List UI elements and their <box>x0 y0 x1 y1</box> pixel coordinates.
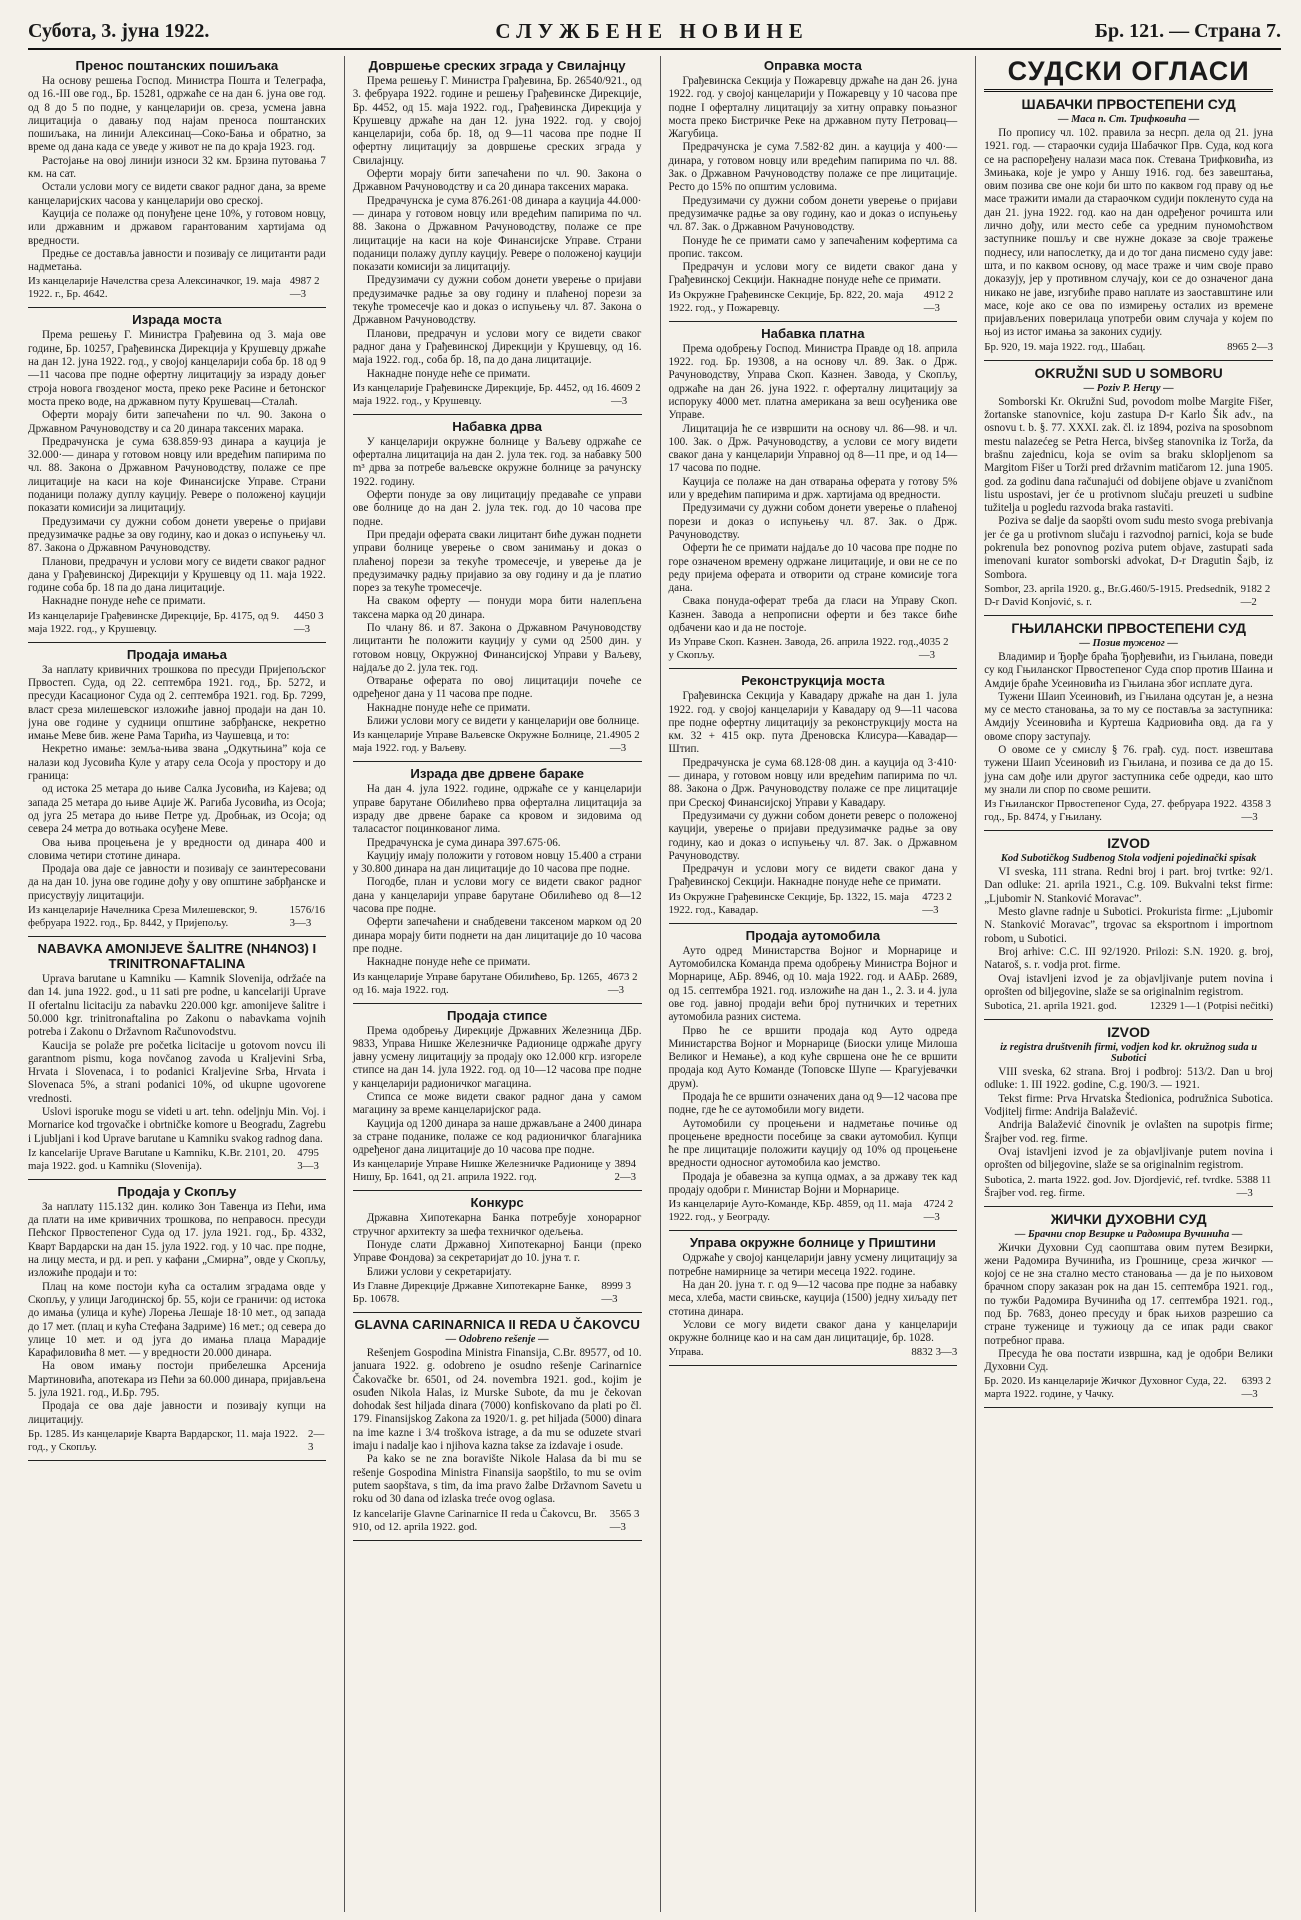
court-notices <box>984 96 1273 1408</box>
notice-paragraph: Предузимачи су дужни собом донети уверење о плаћеној порези и доказ о испуњењу чл. 87. Зак. о Држ. Рачуноводству. <box>668 502 958 541</box>
notice <box>669 1235 958 1359</box>
notice-paragraph: Остали услови могу се видети сваког радног дана, за време канцеларијских часова у канцеларији ово среској. <box>28 181 326 207</box>
notice-title: Израда моста <box>132 312 222 328</box>
notice-paragraph: Пресуда ће ова постати извршна, кад је одобри Велики Духовни Суд. <box>984 1347 1273 1374</box>
notice-source: Iz kancelarije Uprave Barutane u Kamniku, K.Br. 2101, 20. maja 1922. god. u Kamniku (Slovenija). <box>28 1146 286 1172</box>
notice-paragraph: Отварање оферата по овој лицитацији почеће се одређеног дана у 11 часова пре подне. <box>352 675 642 701</box>
notice-number: 6393 2—3 <box>1241 1375 1272 1401</box>
notice-paragraph: Државна Хипотекарна Банка потребује хонорарног стручног архитекту за шефа техничког одељења. <box>352 1212 642 1238</box>
notice-number: 4912 2—3 <box>923 288 954 314</box>
notice-paragraph: Rešenjem Gospodina Ministra Finansija, C.Br. 89577, od 10. januara 1922. g. odobreno je osudno rešenje Carinarnice Čakovačke br. 6501, od 24. novembra 1921. god., kojim je osuđen Nikola Halas, iz Murske Subote, da mu je čekovan dohodak šest hiljada dinara (7000) konfiskovano da plati po čl. 179. Finansijskog Zakona za 1920/1. g. pet hiljada (5000) dinara na ime kazne i 3/4 troškova istrage, a da mu se oduzete stvari imaju i nadalje kao i njihova kazna takse za izdavaje i osude. <box>352 1346 642 1453</box>
notice <box>669 58 958 315</box>
notice-paragraph: VI sveska, 111 strana. Redni broj i part. broj tvrtke: 92/1. Dan odluke: 21. aprila 1921., C.g. 109. Bukvalni tekst firme: „Ljubomir N. Stanković Moravac”. <box>984 866 1273 905</box>
notice-divider <box>669 923 958 924</box>
notice-source: Из Окружне Грађевинске Секције, Бр. 1322, 15. маја 1922. год., Кавадар. <box>668 890 909 916</box>
notice-paragraph: Прво ће се вршити продаја код Ауто одреда Министарства Војног и Морнарице (Биоски улице Милоша Великог и Немање), а код куће свршена оне ће се вршити продаја код Ауто Команде (Топовске Шупе — Крагујевачки друм). <box>668 1024 958 1090</box>
notice-paragraph: Poziva se dalje da saopšti ovom sudu mesto svoga prebivanja jer će ga u protivnom slučaju i razvodnoj parnici, koja se bude pokrenula bez ponovnog poziva putem objave, zastupati sada imenovani kurator somborski advokat, D-r Dragutin Šajb, iz Sombora. <box>984 515 1273 581</box>
notice-paragraph: По члану 86. и 87. Закона о Државном Рачуноводству лицитанти ће положити кауцију у суми од 2500 дин. у готовом новцу, Окружној Финансијској Управи у Ваљеву, најдаље до 2. јула тек. год. <box>352 621 642 674</box>
notice-number: 8999 3—3 <box>601 1279 632 1305</box>
notice-divider <box>353 761 642 762</box>
issue-date: Субота, 3. јуна 1922. <box>28 19 210 42</box>
notice-source: Из канцеларије Начелства среза Алексиначког, 19. маја 1922. г., Бр. 4642. <box>28 275 281 301</box>
notice-reference <box>669 289 958 315</box>
notice-title: Продаја у Скопљу <box>117 1183 237 1199</box>
notice-source: Бр. 2020. Из канцеларије Жичког Духовног Суда, 22. марта 1922. године, у Чачку. <box>984 1375 1227 1401</box>
notice-title: NABAVKA AMONIJEVE ŠALITRE (NH4NO3) I TRINITRONAFTALINA <box>37 941 317 972</box>
notice-reference <box>353 971 642 997</box>
notice-reference <box>669 1198 958 1224</box>
notice-reference <box>353 729 642 755</box>
notice-paragraph: Somborski Kr. Okružni Sud, povodom molbe Margite Fišer, žortanske stanovnice, koju zastupa D-r Karlo Šik adv., na osnovu t. b. §. 77. XXXI. zak. čl. iz 1894, poziva na sposobnom mestu nalazećeg se Petra Herca, bivšeg stanovnika iz Torža, da brašnu zajednicu, koja se ovim sa braku sklopljenom sa Margitom Fišer u Torži pred državnim matičarom 12. juna 1905. god. za godinu dana računajući od dobijene objave u zvaničnom listu uspostavi, jer će u protivnom slučaju preuzeti u sudbine tužitelja u pogledu razvoda braka rastaviti. <box>984 395 1273 515</box>
notice-source: Из канцеларије Грађевинске Дирекције, Бр. 4175, од 9. маја 1922. год., у Крушевцу. <box>28 609 280 635</box>
notice-title: ШАБАЧКИ ПРВОСТЕПЕНИ СУД <box>1021 96 1236 112</box>
notice-reference <box>984 583 1273 609</box>
notice-paragraph: Предузимачи су дужни собом донети уверење о пријави предузимачке радње за ову годину и плаћеној порези за текуће тромесечје као и доказ о испуњењу чл. 87. Закона о Државном Рачуноводству. <box>352 274 642 327</box>
notice-paragraph: Предрачунска је сума 7.582·82 дин. а кауција у 400·— динара, у готовом новцу или вредећим папирима по чл. 88. Зак. о Државном Рачуноводству полаже се пре лицитације. Ресто до 15% по општим условима. <box>668 141 958 194</box>
notice-title: Реконструкција моста <box>741 673 885 689</box>
notice-title: ЖИЧКИ ДУХОВНИ СУД <box>1050 1210 1207 1227</box>
notice-paragraph: Лицитација ће се извршити на основу чл. 86—98. и чл. 100. Зак. о Држ. Рачуноводству, а услови се могу видети сваког дана у канцеларији Управној од 8—11 пре, и од 14—17 часова по подне. <box>668 422 958 475</box>
notice-paragraph: VIII sveska, 62 strana. Broj i podbroj: 513/2. Dan u broj odluke: 1. III 1922. godine, C.g. 190/3. — 1921. <box>984 1066 1273 1092</box>
notice <box>28 312 326 635</box>
notice-paragraph: Накнадне понуде неће се примати. <box>42 595 206 608</box>
notice-title: Израда две дрвене бараке <box>410 766 584 782</box>
notice-paragraph: Оферти запечаћени и снабдевени таксеном марком од 20 динара морају бити поднети на дан лицитације до 10 часова пре подне. <box>352 916 642 955</box>
notice-source: Из канцеларије Начелника Среза Милешевског, 9. фебруара 1922. год., Бр. 8442, у Пријепољу. <box>28 904 258 930</box>
columns <box>28 56 1281 1912</box>
notice-reference <box>28 1428 326 1454</box>
notice <box>669 673 958 916</box>
notice-paragraph: Предрачунска је сума 638.859·93 динара а кауција је 32.000·— динара у готовом новцу или вредећим папирима по чл. 88. Закона о Државном Рачуноводству, полаже се пре лицитације на каси на које Финансијске Управе. Страни поданици полажу дуплу кауцију. Ревере о положеној кауцији показати комисији за лицитацију. <box>28 435 326 515</box>
notice-paragraph: Према решењу Г. Министра Грађевина од 3. маја ове године, Бр. 10257, Грађевинска Дирекција у Крушевцу држаће на дан 12. јуна 1922. год., у својој канцеларији соба бр. 18 од 9—11 часова пре подне офертну лицитацију за израду доњег строја новога гвозденог моста, преко реке Расине и бетонског моста преко воде, на државном путу Крушевац—Сталаћ. <box>28 329 326 408</box>
notice <box>984 1024 1273 1199</box>
notice-paragraph: На дан 20. јуна т. г. од 9—12 часова пре подне за набавку меса, хлеба, масти свињске, кауција (1500) једну хиљаду пет стотина динара. <box>668 1278 958 1318</box>
notice-paragraph: У канцеларији окружне болнице у Ваљеву одржаће се офертална лицитација на дан 2. јула тек. год. за набавку 500 m³ дрва за потребе ваљевске окружне болнице за рачунску 1922. годину. <box>352 435 642 488</box>
notice-divider <box>353 414 642 415</box>
notice-paragraph: Broj arhive: C.C. III 92/1920. Prilozi: S.N. 1920. g. broj, Nataroš, s. r. vodja prot. firme. <box>984 945 1273 972</box>
notice-source: Из Главне Дирекције Државне Хипотекарне Банке, Бр. 10678. <box>352 1279 588 1305</box>
notice-title: Продаја имања <box>126 646 227 662</box>
issue-number: Бр. 121. — Страна 7. <box>1094 19 1281 42</box>
notice-subtitle: Kod Subotičkog Sudbenog Stola vodjeni pojedinački spisak <box>1000 853 1257 865</box>
notice-paragraph: Оферти морају бити запечаћени по чл. 90. Закона о Државном Рачуноводству и са 20 динара таксених марака. <box>352 168 642 194</box>
notice-number: 4673 2—3 <box>607 970 638 996</box>
notice-divider <box>28 307 326 308</box>
notice-paragraph: Ближи услови могу се видети у канцеларији ове болнице. <box>366 715 640 728</box>
notice-paragraph: Планови, предрачун и услови могу се видети сваког радног дана у Грађевинској Дирекцији у Крушевцу од 11. маја 1922. године соба бр. 18 па до дана лицитације. <box>28 555 326 595</box>
notice <box>984 835 1273 1013</box>
notice-reference <box>984 1375 1273 1401</box>
notice <box>984 365 1273 609</box>
notice-source: Subotica, 2. marta 1922. god. Jov. Djordjević, ref. tvrdke. Šrajber vod. reg. firme. <box>984 1173 1234 1199</box>
notice-paragraph: Andrija Balažević činovnik je ovlašten na supotpis firme; Šrajber vod. reg. firme. <box>984 1119 1273 1145</box>
notice-title: IZVOD <box>1107 835 1151 852</box>
notice-paragraph: Предузимачи су дужни собом донети реверс о положеној кауцији, уверење о пријави предузимачке радње за ову годину, као и доказ о испуњењу чл. 87. Зак. о Државном Рачуноводству. <box>668 809 958 862</box>
court-notices-banner: СУДСКИ ОГЛАСИ <box>984 56 1273 92</box>
notice-number: 4723 2—3 <box>922 890 952 916</box>
notice-reference <box>984 1000 1273 1013</box>
notice-divider <box>353 1003 642 1004</box>
notice-paragraph: Кауција се полаже од понуђене цене 10%, у готовом новцу, или државним и државом гарантованим хартијама од вредности. <box>28 207 326 247</box>
notice-number: 12329 1—1 (Potpisi nečitki) <box>1149 1000 1273 1013</box>
notice-paragraph: Према решењу Г. Министра Грађевина, Бр. 26540/921., од 3. фебруара 1922. године и решењу Грађевинске Дирекције, Бр. 4452, од 15. маја 1922. год., Грађевинска Дирекција у Крушевцу држаће на дан 12. јуна 1922. год. у својој канцеларији, соба бр. 18, од 9—11 часова пре подне II офертну лицитацију за довршење среских зграда у Свилајнцу. <box>352 75 642 167</box>
notice-paragraph: По пропису чл. 102. правила за несрп. дела од 21. јуна 1921. год. — стараочки судија Шабачког Прв. Суда, код кога се на распоређену налази маса пок. Стевана Трифковића, из Змињака, које је умро у Аншу 1916. год. без завештања, овим позива све оне који би што по каквом год праву од ње масе тражити имали да стараочком судији покленуто суда на дан 21. јуна 1922. год. као на дан одређеног рочишта или лично дођу, или место себе са уредним пуномоћством заступнике пошљу и све нужне доказе за своје тражење поднесу, или напослетку, да и до тог дана писмено суду јаве: шта, и по каквом основу, од масе траже и чим своје право доказују, јер у противном случају, кои се до означеног дана никако не јаве, изгубиће право наплате из заоставштине или масе, које ако се ова по измирењу осталих из времене пријављених поверилаца употреби овим случаја у којем по њој из истог имања за законих судију. <box>984 127 1273 339</box>
notice-title: OKRUŽNI SUD U SOMBORU <box>1034 364 1223 381</box>
notice-title: Набавка дрва <box>452 418 542 434</box>
notice-divider <box>984 1407 1273 1408</box>
notice <box>984 96 1273 354</box>
notice-number: 8832 3—3 <box>911 1346 958 1359</box>
notice-paragraph: Одржаће у својој канцеларији јавну усмену лицитацију за потребне намирнице за четири месеца 1922. године. <box>668 1252 958 1278</box>
notice <box>984 620 1273 824</box>
notice-paragraph: Оферти ће се примати најдаље до 10 часова пре подне по горе означеном времену одржане лицитације, и ови не се по реду пријема оферата и отворити од стране комисије тога дана. <box>668 542 958 595</box>
notice-paragraph: Mesto glavne radnje u Subotici. Prokurista firme: „Ljubomir N. Stanković Moravac”, trgovac sa eksportnom i importnom robom, u Subotici. <box>984 906 1273 945</box>
notice-paragraph: Ближи услови у секретаријату. <box>366 1265 512 1278</box>
notice-paragraph: Према одобрењу Дирекције Државних Железница ДБр. 9833, Управа Нишке Железничке Радионице одржаће другу јавну усмену лицитацију за продају око 12.000 кгр. изгореле стипсе на дан 14. јула 1922. год. од 10—12 часова пре подне у канцеларији радионичког магацина. <box>352 1024 642 1090</box>
notice-paragraph: Ovaj istavljeni izvod je za objavljivanje putem novina i oprošten od biljegovine, slaže se sa originalnim registrom. <box>984 1145 1273 1172</box>
notice <box>28 58 326 301</box>
notice-reference <box>669 1346 958 1359</box>
notice <box>984 1211 1273 1402</box>
notice-reference <box>353 1508 642 1534</box>
notice-source: Из Гњиланског Првостепеног Суда, 27. фебруара 1922. год., Бр. 8474, у Гњилану. <box>984 798 1238 824</box>
notice-paragraph: Аутомобили су процењени и надметање почиње од процењене вредности посебице за сваки аутомобил. Купци ће пре лицитације положити кауцију од 10% од процењене вредности односног аутомобила као јемство. <box>668 1117 958 1170</box>
notice-paragraph: Предузимачи су дужни собом донети уверење о пријави предузимачке радње за ову годину, као и доказ о испуњењу чл. 87. Зак. о Државном Рачуноводству. <box>668 194 958 234</box>
notice-divider <box>669 1365 958 1366</box>
notice-reference <box>984 798 1273 824</box>
notice-subtitle: — Odobreno rešenje — <box>445 1333 549 1345</box>
notice-source: Из канцеларије Ауто-Команде, КБр. 4859, од 11. маја 1922. год., у Београду. <box>668 1198 913 1224</box>
notice <box>28 647 326 930</box>
notice-subtitle: — Маса п. Ст. Трифковића — <box>1057 114 1200 125</box>
notice-number: 4795 3—3 <box>297 1146 319 1172</box>
notice-paragraph: Кауција од 1200 динара за наше држављане а 2400 динара за стране поданике, полаже се код радионичког благајника одређеног дана лицитације до 10 часова пре подне. <box>352 1117 642 1157</box>
notice-paragraph: Предње се доставља јавности и позивају се лицитанти ради надметања. <box>28 247 326 274</box>
notice-divider <box>669 321 958 322</box>
notice-paragraph: Оферти морају бити запечаћени по чл. 90. Закона о Државном Рачуноводству и са 20 динара таксених марака. <box>28 409 326 435</box>
notice-paragraph: На овом имању постоји прибелешка Арсенија Мартиновића, апотекара из Пећи за 60.000 динара, пријављена 5. јула 1921. год., И.Бр. 795. <box>28 1360 326 1400</box>
notice-paragraph: На основу решења Господ. Министра Пошта и Телеграфа, од 16.-III ове год., Бр. 15281, одржаће се на дан 6. јуна ове год. од 8 до 5 по подне, у канцеларији ов. среза, усмена јавна лицитација о давању под најам преноса поштанских пошиљака, на линији Алексинац—Соко-Бања и обратно, за време од дана када се уведе у живот не па до краја 1923. год. <box>28 75 326 154</box>
notice-reference <box>353 1158 642 1184</box>
notice <box>353 1195 642 1305</box>
notice-source: Управа. <box>668 1346 704 1359</box>
notice-source: Sombor, 23. aprila 1920. g., Br.G.460/5-1915. Predsednik, D-r David Konjović, s. r. <box>984 582 1237 608</box>
notice-reference <box>28 1147 326 1173</box>
notice <box>353 58 642 408</box>
notice-title: Оправка моста <box>763 58 862 73</box>
notice-paragraph: Накнадне понуде неће се примати. <box>366 367 531 380</box>
notice <box>669 326 958 663</box>
notice-source: Бр. 920, 19. маја 1922. год., Шабац. <box>984 340 1146 353</box>
notice-divider <box>984 360 1273 361</box>
notice-paragraph: Жички Духовни Суд саопштава овим путем Везирки, жени Радомира Вучинића, из Грошнице, среза жичког — којој се не зна стално место становања — да је по њиховом брачном спору заказан рок на дан 15. септембра 1921. год., по тужби Радомира Вучинића од 17. септембра 1921. год., под Бр. 7683, донео пресуду и брак њихов разрешио са стране туженице и тужиоцу да се ипак ради сваког потребног права. <box>984 1241 1273 1347</box>
notice-divider <box>353 1312 642 1313</box>
notice-paragraph: За наплату кривичних трошкова по пресуди Пријепољског Првостеп. Суда, од 22. септембра 1921. год., Бр. 5272, и пресуди Касационог Суда од 2. септембра 1921. год. Бр. 7299, власт среза милешевског изложиће јавној продаји на дан 10. јуна ове године у судници општине забрђанске, некретно имање Меве бив. жене Рама Тарића, из Чаушевца, и то: <box>28 663 326 743</box>
notice-number: 4609 2—3 <box>610 381 641 407</box>
notice-source: Iz kancelarije Glavne Carinarnice II reda u Čakovcu, Br. 910, od 12. aprila 1922. god. <box>352 1507 597 1533</box>
notice-number: 3565 3—3 <box>609 1507 640 1533</box>
notice <box>353 419 642 756</box>
notice-paragraph: Према одобрењу Господ. Министра Правде од 18. априла 1922. год. Бр. 19308, а на основу чл. 89. Зак. о Држ. Рачуноводству, Управа Скоп. Казнен. Завода, у Скопљу, одржаће на дан 26. јуна 1922. г. оферталну лицитацију за испоруку 4000 мет. платна американа за веш осуђеника ове Управе. <box>668 342 958 422</box>
notice <box>353 1008 642 1185</box>
notice-paragraph: Pa kako se ne zna boravište Nikole Halasa da bi mu se rešenje Gospodina Ministra Finansija saopštilo, to mu se ovim putem saopštava, s tim, da ima pravo žalbe Državnom Savetu u roku od 30 dana od izlaska treće ovog oglasa. <box>352 1453 642 1506</box>
notice-source: Из канцеларије Управе Нишке Железничке Радионице у Нишу, Бр. 1641, од 21. априла 1922. год. <box>352 1158 611 1184</box>
notice <box>28 941 326 1173</box>
notice-paragraph: Тужени Шаип Усеиновић, из Гњилана одсутан је, а незна му се место становања, за то му се поставља за заступника: Амдију Усеиновића и Куртеша Кадриовића овд. да га у овоме спору заступају. <box>984 690 1273 743</box>
notice-paragraph: При предаји оферата сваки лицитант биће дужан поднети управи болнице уверење о свом занимању и доказ о плаћеној порези за текуће тромесечје, и уверење да је предузимачку радњу пријавио за ову годину и да је платио порез за текуће тромесечје. <box>352 528 642 595</box>
notice-source: Subotica, 21. aprila 1921. god. <box>984 1000 1117 1013</box>
notice-paragraph: Кауција се полаже на дан отварања оферата у готову 5% или у вредећим папирима и држ. хартијама од вредности. <box>668 475 958 502</box>
notice-paragraph: Погодбе, план и услови могу се видети сваког радног дана у канцеларији управе барутане Обилићево од 8—12 часова пре подне. <box>352 876 642 916</box>
notice-source: Из Управе Скоп. Казнен. Завода, 26. априла 1922. год., у Скопљу. <box>668 636 919 662</box>
notice-paragraph: О овоме се у смислу § 76. грађ. суд. пост. извештава тужени Шаип Усеиновић из Гњилана, и позива се да до 15. јуна сам дође или другог заступника себе одреди, као што му знали ли спор по своме решити. <box>984 743 1273 796</box>
notice-divider <box>984 830 1273 831</box>
notice-divider <box>353 1190 642 1191</box>
notice-paragraph: Накнадне понуде неће се примати. <box>366 701 531 714</box>
notice-paragraph: Свака понуда-оферат треба да гласи на Управу Скоп. Казнен. Завода а непрописни оферти и без таксе биће одбачени као и да не постоје. <box>668 595 958 634</box>
notice <box>28 1184 326 1454</box>
notice-paragraph: Предузимачи су дужни собом донети уверење о пријави предузимачке радње за ову годину, као и доказ о испуњењу чл. 87. Закона о Државном Рачуноводству. <box>28 515 326 555</box>
notice-paragraph: Плац на коме постоји кућа са осталим зградама овде у Скопљу, у улици Јагодинској бр. 55, који се граничи: од истока до имања (улица и куће) Лорења Лешаје 18·10 мет., од запада до 17 мет. (плац и кућа Стефана Задриме) 16 мет.; од севера до улице 10 мет. и од југа до имања плаца Марадије Карафиловића 8 мет. — у вредности 20.000 динара. <box>28 1280 326 1360</box>
notice-title: Конкурс <box>470 1195 524 1211</box>
notice-source: Из канцеларије Управе Ваљевске Окружне Болнице, 21. маја 1922. год. у Ваљеву. <box>352 729 610 755</box>
notice-divider <box>669 1230 958 1231</box>
notice-paragraph: На дан 4. јула 1922. године, одржаће се у канцеларији управе барутане Обилићево прва офертална лицитација за израду две дрвене бараке са кровом и зидовима од таласастог поцинкованог лима. <box>352 783 642 836</box>
notice-divider <box>28 1460 326 1461</box>
notice-number: 1576/16 3—3 <box>289 904 326 930</box>
notice-subtitle: iz registra društvenih firmi, vodjen kod kr. okružnog suda u Subotici <box>1000 1042 1258 1065</box>
notice-number: 4987 2—3 <box>289 275 320 301</box>
notice-divider <box>28 1179 326 1180</box>
notice-paragraph: Предрачун и услови могу се видети сваког дана у Грађевинској Секцији. Накнадне понуде неће се примати. <box>668 261 958 287</box>
notice-divider <box>669 668 958 669</box>
notice-number: 4035 2—3 <box>918 636 949 662</box>
notice-paragraph: Продаја се ова даје јавности и позивају купци на лицитацију. <box>28 1400 326 1426</box>
notice-paragraph: Ovaj istavljeni izvod je za objavljivanje putem novina i oprošten od biljegovine, slaže se sa originalnim registrom. <box>984 972 1273 998</box>
notice-paragraph: од истока 25 метара до њиве Салка Јусовића, из Кајева; од запада 25 метара до њиве Аџије Ж. Рагиба Јусовића, из Осоја; од југа 25 метара до њиве Петре уд. Дробњак, из Осоја; од севера 24 метра до вотњака осуђене Меве. <box>28 783 326 836</box>
notice-paragraph: Грађевинска Секција у Кавадару држаће на дан 1. јула 1922. год. у својој канцеларији у Кавадару од 9—11 часова пре подне офертну лицитацију за реконструкцију моста на км. 32 + 415 окр. пута Дреновска Клисура—Кавадар—Штип. <box>668 690 958 756</box>
notice-paragraph: Понуде ће се примати само у запечаћеним кофертима са пропис. таксом. <box>668 234 958 260</box>
notice-reference <box>984 1174 1273 1200</box>
notice-number: 5388 11—3 <box>1236 1173 1272 1199</box>
notice-paragraph: Продаја ова даје се јавности и позивају се заинтересовани да на дан 10. јуна ове године дођу у ову општине забрђанске и присуствују лицитацији. <box>28 863 326 902</box>
notice-divider <box>28 642 326 643</box>
notice-number: 4905 2—3 <box>609 729 640 755</box>
notice-source: Из канцеларије Управе барутане Обилићево, Бр. 1265, од 16. маја 1922. год. <box>352 970 603 996</box>
notice-subtitle: — Poziv P. Herцу — <box>1083 382 1174 394</box>
notice-title: GLAVNA CARINARNICA II REDA U ČAKOVCU <box>354 1316 640 1332</box>
page-header <box>28 14 1281 50</box>
notice-paragraph: За наплату 115.132 дин. колико Зон Тавенџа из Пећи, има да плати на име кривичних трошкова, по неправосн. пресуди Пећског Првостепеног Суда од 17. јула 1921. год., Бр. 4332, Кварт Вардарски на дан 15. јула 1922. год. у 10 час. пре подне, на лицу места, и рд. и реп. у кафани „Смирна”, овде у Скопљу, изложиће продаји и то: <box>28 1200 326 1280</box>
notice-number: 4450 3—3 <box>293 609 324 635</box>
notice-title: Продаја аутомобила <box>745 927 881 943</box>
notice-title: Управа окружне болнице у Приштини <box>689 1235 936 1251</box>
notice-paragraph: На сваком оферту — понуди мора бити налепљена таксена марка од 20 динара. <box>352 595 642 621</box>
notice-divider <box>984 1019 1273 1020</box>
notice-reference <box>669 891 958 917</box>
notice-paragraph: Ова њива процењена је у вредности од динара 400 и словима четири стотине динара. <box>28 836 326 862</box>
notice-source: Из канцеларије Грађевинске Дирекције, Бр. 4452, од 16. маја 1922. год., у Крушевцу. <box>352 381 610 407</box>
notice-reference <box>669 636 958 662</box>
notice-paragraph: Предрачунска је сума динара 397.675·06. <box>366 836 561 849</box>
notice-subtitle: — Брачни спор Везирке и Радомира Вучинића — <box>1014 1228 1243 1240</box>
notice-paragraph: Ауто одред Министарства Војног и Морнарице и Аутомобилска Команда према одобрењу Министра Војног и Морнарице, АБр. 8946, од 10. маја 1922. год. и ААБр. 2689, од 15. септембра 1921. год. изложиће на дан 1., 2. 3. и 4. јула ове год. јавној продаји већи број путничких и теретних аутомобила разних система. <box>668 944 958 1024</box>
notice-paragraph: Tekst firme: Prva Hrvatska Štedionica, podružnica Subotica. Vodjitelj firme: Andrija Balažević. <box>984 1092 1273 1119</box>
notice-paragraph: Оферти понуде за ову лицитацију предаваће се управи ове болнице до на дан 2. јула тек. год. до 10 часова пре подне. <box>352 489 642 528</box>
notice-paragraph: Услови се могу видети сваког дана у канцеларији окружне болнице као и на сам дан лицитације, бр. 1028. <box>668 1318 958 1345</box>
notice-paragraph: Uslovi isporuke mogu se videti u art. tehn. odeljnju Min. Voj. i Mornarice kod trgovačke i obrtničke komore u Beogradu, Zagrebu i Ljubljani i kod Uprave barutane u Kamniku svakog radnog dana. <box>28 1106 326 1145</box>
column-4 <box>975 56 1281 1912</box>
notice-reference <box>984 341 1273 354</box>
newspaper-title: СЛУЖБЕНЕ НОВИНЕ <box>495 18 809 43</box>
notice-reference <box>28 610 326 636</box>
notice-paragraph: Продаја је обавезна за купца одмах, а за државу тек кад продају одобри г. Министар Војни и Морнарице. <box>668 1170 958 1197</box>
notice-paragraph: Продаја ће се вршити означених дана од 9—12 часова пре подне, где ће се аутомобили могу видети. <box>668 1091 958 1117</box>
notice-paragraph: Стипса се може видети сваког радног дана у самом магацину за време канцеларијског рада. <box>352 1091 642 1117</box>
notice-title: Довршење среских зграда у Свилајнцу <box>368 58 626 73</box>
notice-title: Пренос поштанских пошиљака <box>75 58 279 73</box>
notice-reference <box>353 382 642 408</box>
column-1 <box>28 56 334 1912</box>
notice-reference <box>28 275 326 301</box>
notice-title: IZVOD <box>1107 1024 1151 1041</box>
notice-paragraph: Грађевинска Секција у Пожаревцу држаће на дан 26. јуна 1922. год. у својој канцеларији у Пожаревцу у 10 часова пре подне I оферталну лицитацију за хитну оправку поњазног моста преко Бистричке Реке на државном путу Петровац—Жагубица. <box>668 75 958 141</box>
notice-divider <box>984 1206 1273 1207</box>
notice-number: 2—3 <box>308 1427 325 1453</box>
notice-title: Набавка платна <box>761 325 865 341</box>
notice <box>353 1317 642 1534</box>
notice-paragraph: Планови, предрачун и услови могу се видети сваког радног дана у Грађевинској Дирекцији у Крушевцу, од 16. маја 1922. год., соба бр. 18, па до дана лицитације. <box>352 327 642 367</box>
notice-number: 4358 3—3 <box>1241 798 1272 824</box>
notice-paragraph: Некретно имање: земља-њива звана „Одкутњина” која се налази код Јусовића Куле у атару села Осоја у простору и до граница: <box>28 743 326 783</box>
notice-reference <box>353 1280 642 1306</box>
notice-number: 4724 2—3 <box>923 1198 954 1224</box>
notice-number: 9182 2—2 <box>1240 582 1271 608</box>
notice-number: 3894 2—3 <box>614 1158 637 1184</box>
notice-paragraph: Предрачун и услови могу се видети сваког дана у Грађевинској Секцији. Накнадне понуде неће се примати. <box>668 863 958 889</box>
notice-divider <box>353 1540 642 1541</box>
notice-paragraph: Предрачунска је сума 68.128·08 дин. а кауција од 3·410·— динара, у готовом новцу или вредећим папирима по чл. 88. Закона о Држ. Рачуноводству полаже се пре лицитације при Среској Финансијској Управи у Кавадару. <box>668 756 958 809</box>
notice-divider <box>28 936 326 937</box>
notice-paragraph: Кауцију имају положити у готовом новцу 15.400 а страни у 30.800 динара на дан лицитације до 10 часова пре подне. <box>352 849 642 876</box>
notice-paragraph: Накнадне понуде неће се примати. <box>366 956 531 969</box>
notice-title: Продаја стипсе <box>446 1007 548 1023</box>
notice-title: ГЊИЛАНСКИ ПРВОСТЕПЕНИ СУД <box>1011 619 1246 636</box>
notice-source: Бр. 1285. Из канцеларије Кварта Вардарског, 11. маја 1922. год., у Скопљу. <box>28 1427 298 1453</box>
notice-subtitle: — Позив туженог — <box>1079 637 1178 649</box>
notice <box>669 928 958 1225</box>
notice-divider <box>984 615 1273 616</box>
notice-paragraph: Понуде слати Државној Хипотекарној Банци (преко Управе Фондова) за секретаријат до 10. јуна т. г. <box>352 1239 642 1265</box>
column-2 <box>344 56 650 1912</box>
notice-paragraph: Владимир и Ђорђе браћа Ђорђевићи, из Гњилана, поведи су код Гњиланског Првостепеног Суда спор против Шаина и Амдије браће Усеиновића из Гњилана због исплате дуга. <box>984 650 1273 690</box>
notice-paragraph: Предрачунска је сума 876.261·08 динара а кауција 44.000·— динара у готовом новцу или вредећим папирима по чл. 88. Закона о Државном Рачуноводству, полаже се пре лицитације на каси на које Финансијске Управе. Страни поданици полажу дуплу кауцију. Ревере о положеној кауцији показати комисији за лицитацију. <box>352 194 642 274</box>
notice-paragraph: Растојање на овој линији износи 32 км. Брзина путовања 7 км. на сат. <box>28 154 326 181</box>
notice-paragraph: Uprava barutane u Kamniku — Kamnik Slovenija, održaće na dan 14. juna 1922. god., u 11 sati pre podne, u kancelariji Uprave II ofertalnu licitaciju za nabavku 220.000 kgr. amonijeve šalitre i 50.000 kgr. trinitronaftalina po Zakonu o nabavkama vojnih potreba i Zakonu o Državnom Računovodstvu. <box>28 973 326 1039</box>
notice-source: Из Окружне Грађевинске Секције, Бр. 822, 20. маја 1922. год., у Пожаревцу. <box>668 288 904 314</box>
column-3 <box>660 56 966 1912</box>
notice-number: 8965 2—3 <box>1227 340 1273 353</box>
notice <box>353 766 642 996</box>
notice-reference <box>28 904 326 930</box>
notice-paragraph: Kaucija se polaže pre početka licitacije u gotovom novcu ili garantnom pismu, koga novčanog zavoda u Kraljevini Srba, Hrvata i Slovenaca, i to podanici Kraljevine Srba, Hrvata i Slovenaca 5%, a strani podanici 10%, od ukupne ugovorene vrednosti. <box>28 1039 326 1105</box>
